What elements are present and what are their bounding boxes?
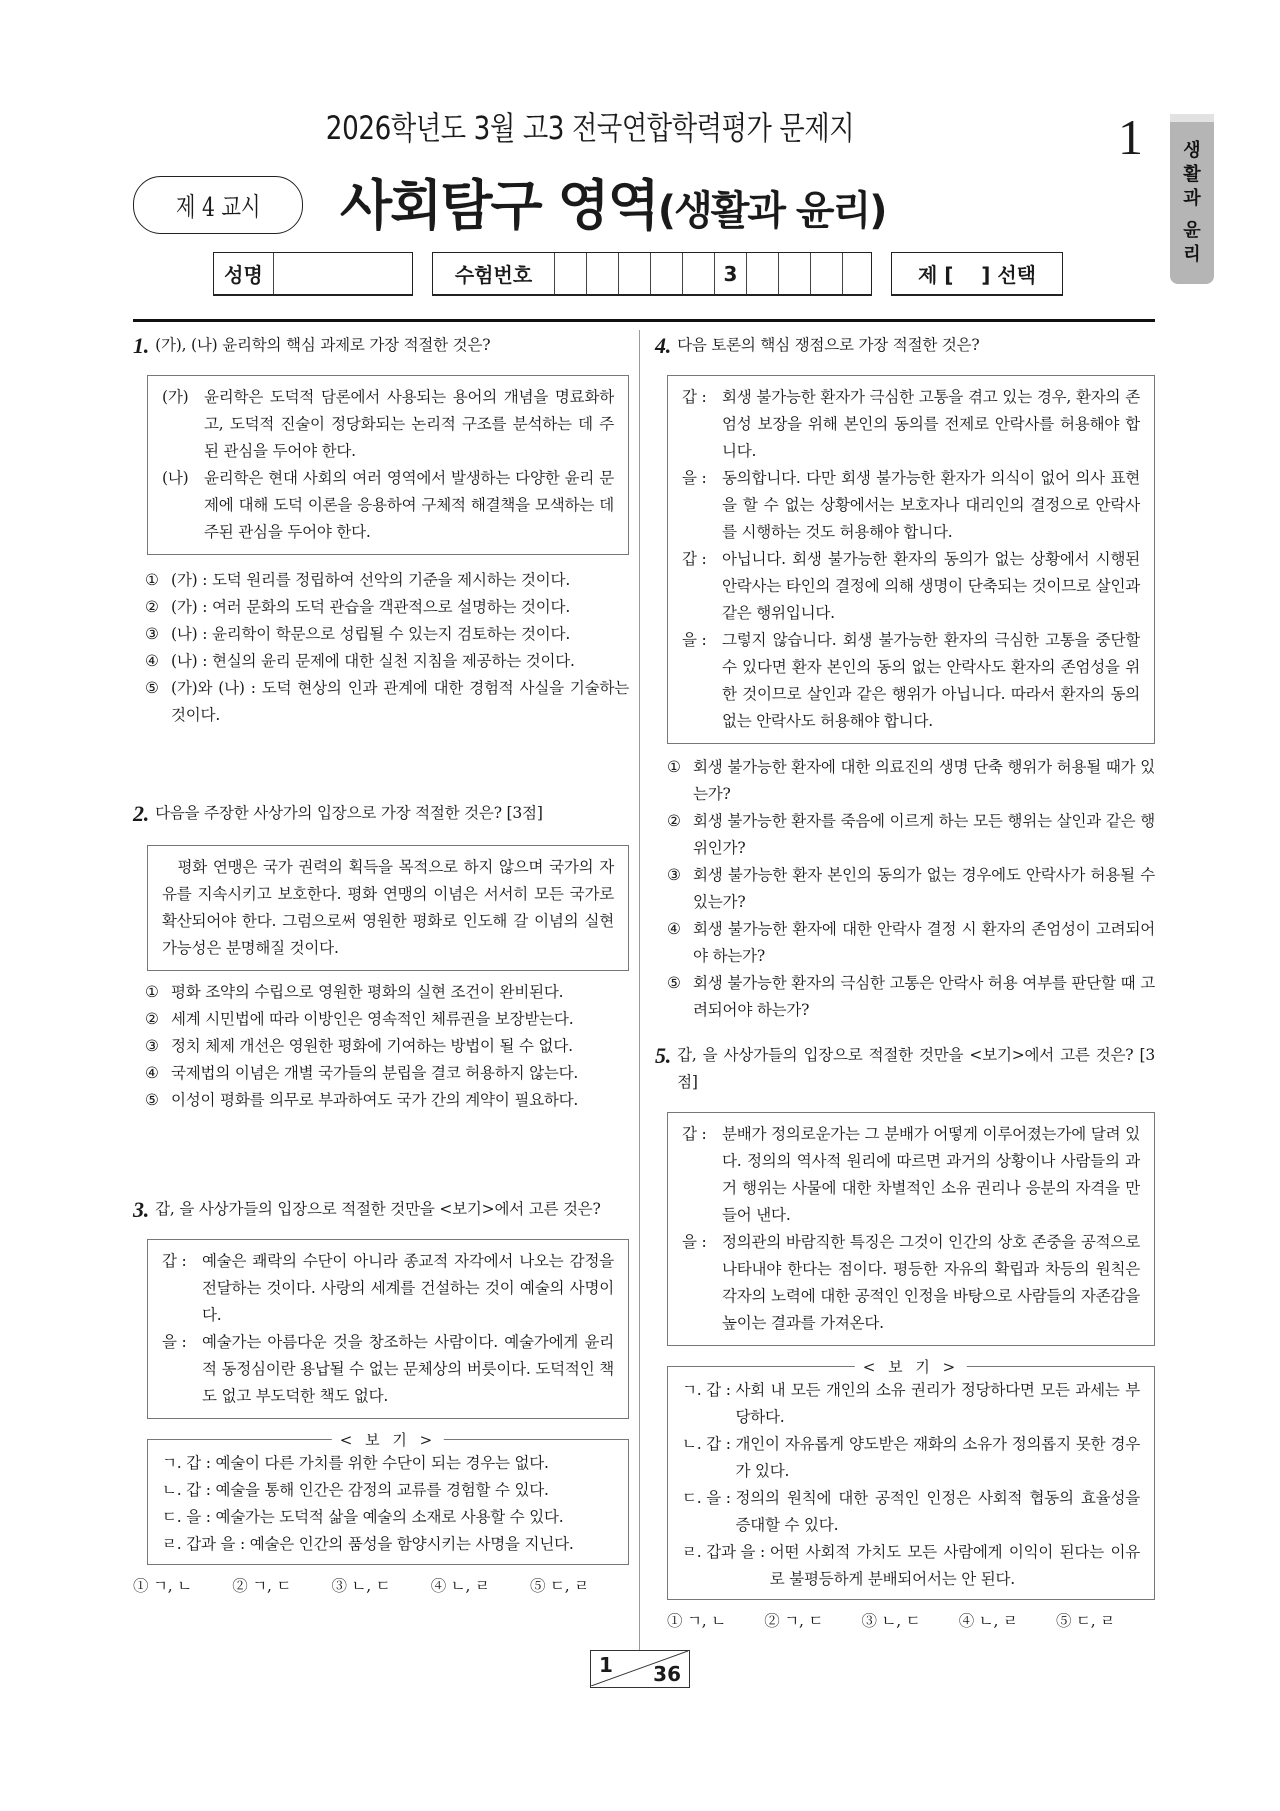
exam-number-digit[interactable] — [587, 253, 619, 294]
choice-text: 회생 불가능한 환자를 죽음에 이르게 하는 모든 행위는 살인과 같은 행위인가? — [693, 812, 1155, 857]
subject-main: 사회탐구 영역 — [340, 174, 658, 237]
choice-option[interactable] — [667, 862, 1155, 916]
bogi-item — [682, 1485, 1140, 1539]
speaker-label: 을 : — [682, 1233, 707, 1251]
bogi-item — [162, 1531, 614, 1558]
period-badge — [133, 176, 303, 234]
choice-mark: ⑤ — [145, 1091, 159, 1109]
side-tab-char: 활 — [1183, 164, 1201, 185]
choice-mark: ③ — [145, 625, 159, 643]
answer-options — [667, 1608, 1115, 1635]
choice-text: 회생 불가능한 환자 본인의 동의가 없는 경우에도 안락사가 허용될 수 있는가? — [693, 866, 1155, 911]
choice-mark: ① — [145, 983, 159, 1001]
choice-list — [145, 979, 629, 1114]
exam-number-digit[interactable] — [779, 253, 811, 294]
choice-option[interactable] — [145, 1006, 629, 1033]
name-field[interactable] — [274, 253, 412, 294]
bogi-text: 정의의 원칙에 대한 공적인 인정은 사회적 협동의 효율성을 증대할 수 있다. — [735, 1489, 1140, 1534]
bogi-item — [682, 1431, 1140, 1485]
choice-text: 평화 조약의 수립으로 영원한 평화의 실현 조건이 완비된다. — [171, 983, 564, 1001]
subject-title — [340, 163, 886, 240]
passage-box — [147, 375, 629, 555]
question-number: 5. — [655, 1043, 672, 1068]
bogi-item — [682, 1377, 1140, 1431]
exam-number-digit[interactable] — [843, 253, 871, 294]
page-number: 1 — [1118, 109, 1143, 165]
exam-number-digit[interactable] — [811, 253, 843, 294]
side-tab-char: 윤 — [1183, 220, 1201, 241]
choice-text: (가) : 도덕 원리를 정립하여 선악의 기준을 제시하는 것이다. — [171, 571, 571, 589]
choice-option[interactable] — [667, 916, 1155, 970]
choice-option[interactable] — [145, 621, 629, 648]
bogi-label: ㄱ. 갑 : — [162, 1454, 211, 1472]
speaker-label: 갑 : — [162, 1252, 187, 1270]
bogi-item — [682, 1539, 1140, 1593]
exam-number-box — [432, 252, 872, 296]
statement-text: 회생 불가능한 환자가 극심한 고통을 겪고 있는 경우, 환자의 존엄성 보장을 위해 본인의 동의를 전제로 안락사를 허용해야 합니다. — [722, 388, 1140, 460]
passage-statement — [682, 627, 1140, 735]
bogi-label: ㄹ. 갑과 을 : — [162, 1535, 246, 1553]
answer-option[interactable]: ① ㄱ, ㄴ — [133, 1577, 193, 1595]
statement-text: 윤리학은 도덕적 담론에서 사용되는 용어의 개념을 명료화하고, 도덕적 진술이 정당화되는 논리적 구조를 분석하는 데 주된 관심을 두어야 한다. — [204, 388, 614, 460]
answer-option[interactable]: ① ㄱ, ㄴ — [667, 1612, 727, 1630]
total-pages: 36 — [653, 1662, 681, 1686]
choice-text: (가)와 (나) : 도덕 현상의 인과 관계에 대한 경험적 사실을 기술하는 것이다. — [171, 679, 629, 724]
passage-box — [147, 1239, 629, 1419]
passage-statement — [162, 465, 614, 546]
name-box — [213, 252, 413, 296]
passage-statement — [162, 1248, 614, 1329]
bogi-label: ㄹ. 갑과 을 : — [682, 1543, 766, 1561]
bogi-label: ㄱ. 갑 : — [682, 1381, 731, 1399]
side-tab-char: 과 — [1183, 188, 1201, 209]
choice-mark: ⑤ — [145, 679, 159, 697]
question-number: 4. — [655, 333, 672, 358]
bogi-text: 사회 내 모든 개인의 소유 권리가 정당하다면 모든 과세는 부당하다. — [735, 1381, 1140, 1426]
exam-number-digit: 3 — [715, 253, 747, 294]
statement-text: 동의합니다. 다만 회생 불가능한 환자가 의식이 없어 의사 표현을 할 수 없는 상황에서는 보호자나 대리인의 결정으로 안락사를 시행하는 것도 허용해야 합니다. — [722, 469, 1140, 541]
bogi-title: < 보 기 > — [332, 1427, 444, 1454]
statement-text: 예술가는 아름다운 것을 창조하는 사람이다. 예술가에게 윤리적 동정심이란 용납될 수 없는 문체상의 버릇이다. 도덕적인 책도 없고 부도덕한 책도 없다. — [202, 1333, 614, 1405]
speaker-label: 을 : — [682, 469, 707, 487]
speaker-label: 을 : — [162, 1333, 187, 1351]
bogi-text: 예술가는 도덕적 삶을 예술의 소재로 사용할 수 있다. — [215, 1508, 564, 1526]
passage-statement — [682, 1121, 1140, 1229]
choice-option[interactable] — [667, 754, 1155, 808]
statement-text: 정의관의 바람직한 특징은 그것이 인간의 상호 존중을 공적으로 나타내야 한다는 점이다. 평등한 자유의 확립과 차등의 원칙은 각자의 노력에 대한 공적인 인정을 바탕으로 사람들의 자존감을 높이는 결과를 가져온다. — [722, 1233, 1140, 1332]
choice-mark: ② — [145, 1010, 159, 1028]
choice-option[interactable] — [145, 979, 629, 1006]
passage-statement — [162, 1329, 614, 1410]
passage-statement — [682, 384, 1140, 465]
name-label: 성명 — [214, 253, 274, 294]
choice-mark: ① — [667, 758, 681, 776]
column-divider — [639, 330, 640, 1650]
choice-mark: ③ — [667, 866, 681, 884]
statement-text: 예술은 쾌락의 수단이 아니라 종교적 자각에서 나오는 감정을 전달하는 것이다. 사랑의 세계를 건설하는 것이 예술의 사명이다. — [202, 1252, 614, 1324]
choice-mark: ③ — [145, 1037, 159, 1055]
statement-text: 윤리학은 현대 사회의 여러 영역에서 발생하는 다양한 윤리 문제에 대해 도덕 이론을 응용하여 구체적 해결책을 모색하는 데 주된 관심을 두어야 한다. — [204, 469, 614, 541]
subject-sub: (생활과 윤리) — [657, 188, 886, 234]
bogi-title: < 보 기 > — [855, 1354, 967, 1381]
choice-option[interactable] — [145, 1060, 629, 1087]
question-prompt: 다음 토론의 핵심 쟁점으로 가장 적절한 것은? — [677, 336, 980, 354]
bogi-item — [162, 1477, 614, 1504]
bogi-item — [162, 1450, 614, 1477]
selection-box — [891, 252, 1063, 296]
answer-option[interactable]: ② ㄱ, ㄷ — [764, 1612, 824, 1630]
answer-option[interactable]: ④ ㄴ, ㄹ — [958, 1612, 1018, 1630]
bogi-label: ㄷ. 을 : — [162, 1508, 211, 1526]
choice-text: 회생 불가능한 환자의 극심한 고통은 안락사 허용 여부를 판단할 때 고려되어야 하는가? — [693, 974, 1155, 1019]
choice-text: (가) : 여러 문화의 도덕 관습을 객관적으로 설명하는 것이다. — [171, 598, 571, 616]
bogi-item — [162, 1504, 614, 1531]
question-5 — [655, 1042, 1155, 1635]
speaker-label: 갑 : — [682, 388, 707, 406]
answer-option[interactable]: ⑤ ㄷ, ㄹ — [1055, 1612, 1115, 1630]
choice-text: (나) : 윤리학이 학문으로 성립될 수 있는지 검토하는 것이다. — [171, 625, 571, 643]
answer-option[interactable]: ⑤ ㄷ, ㄹ — [529, 1577, 589, 1595]
choice-mark: ④ — [145, 1064, 159, 1082]
answer-option[interactable]: ② ㄱ, ㄷ — [232, 1577, 292, 1595]
passage-box — [667, 1112, 1155, 1346]
header-rule — [133, 319, 1155, 322]
answer-option[interactable]: ③ ㄴ, ㄷ — [861, 1612, 921, 1630]
choice-option[interactable] — [145, 567, 629, 594]
question-4 — [655, 332, 1155, 1024]
choice-mark: ⑤ — [667, 974, 681, 992]
question-prompt: 다음을 주장한 사상가의 입장으로 가장 적절한 것은? [3점] — [155, 804, 543, 822]
exam-number-digit[interactable] — [555, 253, 587, 294]
statement-text: 그렇지 않습니다. 회생 불가능한 환자의 극심한 고통을 중단할 수 있다면 환자 본인의 동의 없는 안락사도 환자의 존엄성을 위한 것이므로 살인과 같은 행위가 아닙니다. 따라서 환자의 동의 없는 안락사도 허용해야 합니다. — [722, 631, 1140, 730]
passage-box: 평화 연맹은 국가 권력의 획득을 목적으로 하지 않으며 국가의 자유를 지속시키고 보호한다. 평화 연맹의 이념은 서서히 모든 국가로 확산되어야 한다. 그럼으로써 영원한 평화로 인도해 갈 이념의 실현 가능성은 분명해질 것이다. — [147, 845, 629, 971]
question-prompt: 갑, 을 사상가들의 입장으로 적절한 것만을 <보기>에서 고른 것은? — [155, 1200, 601, 1218]
passage-statement — [162, 384, 614, 465]
question-number: 2. — [133, 801, 150, 826]
period-label: 제 4 교시 — [175, 192, 261, 223]
statement-label: (가) — [162, 388, 189, 406]
choice-text: 회생 불가능한 환자에 대한 의료진의 생명 단축 행위가 허용될 때가 있는가? — [693, 758, 1155, 803]
question-3 — [133, 1196, 629, 1600]
passage-statement — [682, 546, 1140, 627]
choice-text: 정치 체제 개선은 영원한 평화에 기여하는 방법이 될 수 없다. — [171, 1037, 573, 1055]
choice-text: 국제법의 이념은 개별 국가들의 분립을 결코 허용하지 않는다. — [171, 1064, 579, 1082]
choice-mark: ② — [145, 598, 159, 616]
answer-option[interactable]: ④ ㄴ, ㄹ — [430, 1577, 490, 1595]
bogi-label: ㄴ. 갑 : — [682, 1435, 731, 1453]
bogi-label: ㄷ. 을 : — [682, 1489, 731, 1507]
choice-option[interactable] — [145, 1033, 629, 1060]
exam-number-digit[interactable] — [683, 253, 715, 294]
question-number: 3. — [133, 1197, 150, 1222]
bogi-box — [147, 1431, 629, 1565]
statement-text: 분배가 정의로운가는 그 분배가 어떻게 이루어졌는가에 달려 있다. 정의의 역사적 원리에 따르면 과거의 상황이나 사람들의 과거 행위는 사물에 대한 차별적인 소유 권리나 응분의 자격을 만들어 낸다. — [722, 1125, 1140, 1224]
choice-option[interactable] — [145, 648, 629, 675]
choice-option[interactable] — [145, 594, 629, 621]
choice-list — [667, 754, 1155, 1024]
choice-option[interactable] — [667, 808, 1155, 862]
question-1 — [133, 332, 629, 729]
bogi-text: 예술은 인간의 품성을 함양시키는 사명을 지닌다. — [249, 1535, 574, 1553]
speaker-label: 을 : — [682, 631, 707, 649]
answer-option[interactable]: ③ ㄴ, ㄷ — [331, 1577, 391, 1595]
choice-mark: ④ — [145, 652, 159, 670]
exam-number-label: 수험번호 — [433, 253, 555, 294]
exam-number-digit[interactable] — [747, 253, 779, 294]
exam-number-digit[interactable] — [619, 253, 651, 294]
page-counter — [590, 1650, 690, 1688]
answer-options — [133, 1573, 589, 1600]
speaker-label: 갑 : — [682, 1125, 707, 1143]
choice-text: (나) : 현실의 윤리 문제에 대한 실천 지침을 제공하는 것이다. — [171, 652, 575, 670]
exam-number-digit[interactable] — [651, 253, 683, 294]
statement-label: (나) — [162, 469, 189, 487]
side-tab-char: 리 — [1183, 244, 1201, 265]
question-prompt: 갑, 을 사상가들의 입장으로 적절한 것만을 <보기>에서 고른 것은? [3점] — [677, 1046, 1155, 1091]
bogi-box — [667, 1358, 1155, 1600]
choice-text: 회생 불가능한 환자에 대한 안락사 결정 시 환자의 존엄성이 고려되어야 하는가? — [693, 920, 1155, 965]
passage-box — [667, 375, 1155, 744]
bogi-text: 예술을 통해 인간은 감정의 교류를 경험할 수 있다. — [215, 1481, 549, 1499]
subject-side-tab — [1170, 114, 1214, 284]
bogi-label: ㄴ. 갑 : — [162, 1481, 211, 1499]
choice-mark: ② — [667, 812, 681, 830]
current-page: 1 — [599, 1653, 613, 1677]
passage-statement — [682, 1229, 1140, 1337]
choice-option[interactable] — [667, 970, 1155, 1024]
bogi-text: 어떤 사회적 가치도 모든 사람에게 이익이 된다는 이유로 불평등하게 분배되어서는 안 된다. — [769, 1543, 1140, 1588]
choice-mark: ④ — [667, 920, 681, 938]
bogi-text: 예술이 다른 가치를 위한 수단이 되는 경우는 없다. — [215, 1454, 549, 1472]
choice-list — [145, 567, 629, 729]
statement-text: 아닙니다. 회생 불가능한 환자의 동의가 없는 상황에서 시행된 안락사는 타인의 결정에 의해 생명이 단축되는 것이므로 살인과 같은 행위입니다. — [722, 550, 1140, 622]
selection-label[interactable]: 제 [ ] 선택 — [917, 263, 1037, 287]
question-2 — [133, 800, 629, 1114]
choice-mark: ① — [145, 571, 159, 589]
side-tab-char: 생 — [1183, 140, 1201, 161]
choice-option[interactable] — [145, 1087, 629, 1114]
passage-statement — [682, 465, 1140, 546]
question-number: 1. — [133, 333, 150, 358]
question-prompt: (가), (나) 윤리학의 핵심 과제로 가장 적절한 것은? — [155, 336, 491, 354]
speaker-label: 갑 : — [682, 550, 707, 568]
bogi-text: 개인이 자유롭게 양도받은 재화의 소유가 정의롭지 못한 경우가 있다. — [735, 1435, 1140, 1480]
choice-text: 이성이 평화를 의무로 부과하여도 국가 간의 계약이 필요하다. — [171, 1091, 579, 1109]
exam-title: 2026학년도 3월 고3 전국연합학력평가 문제지 — [325, 109, 855, 147]
choice-text: 세계 시민법에 따라 이방인은 영속적인 체류권을 보장받는다. — [171, 1010, 574, 1028]
choice-option[interactable] — [145, 675, 629, 729]
